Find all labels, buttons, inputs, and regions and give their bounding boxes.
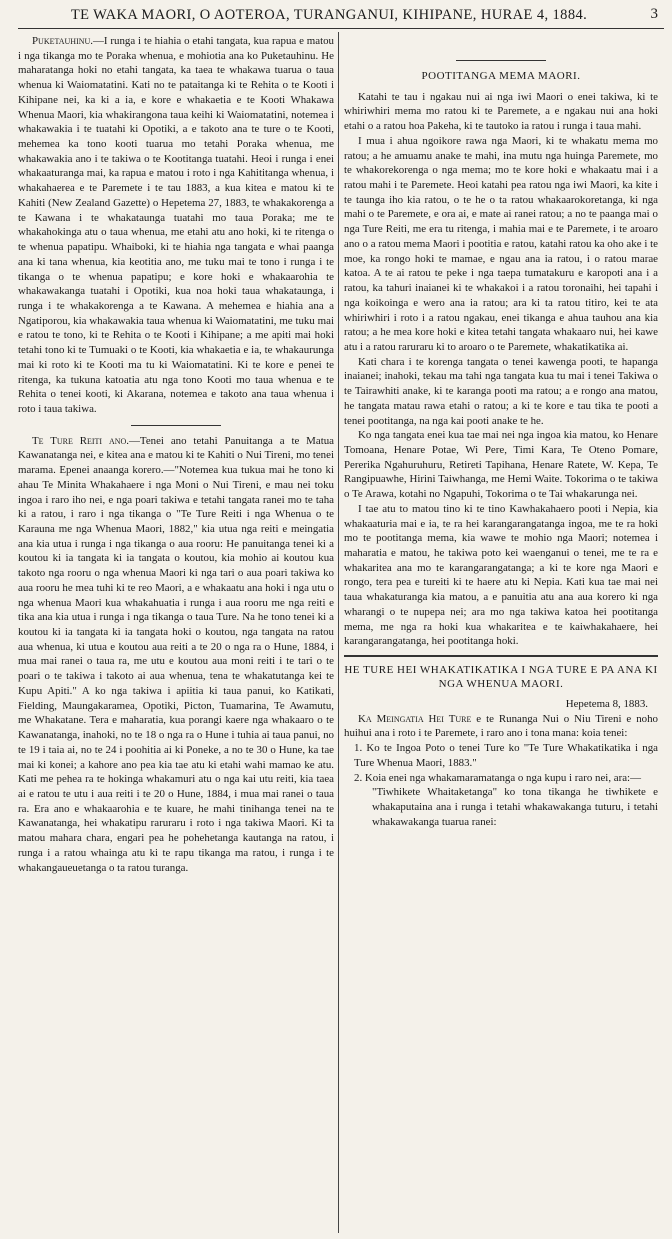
divider <box>131 425 221 426</box>
act-intro <box>344 712 658 741</box>
page-header <box>18 4 664 29</box>
page-number: 3 <box>650 6 658 22</box>
article-lead: Puketauhinu. <box>32 35 94 47</box>
right-column <box>344 34 658 1235</box>
article-body: —I runga i te hiahia o etahi tangata, kua rapua e matou i nga tikanga mo te Poraka whenua, e mohiotia ana ko Puketauhinu. He maharatanga hoki no etahi tangata, ka taea te whakawa tuarua o taua whenua ki Waiomatatini. Kati no te pataitanga ki te Rehita o te Kooti i Kihipane nei, ka ki a ia, e kore e whakaetia e te Kooti Whakawa Whenua Maori, kia whakirangona taua keihi ki Waiomatatini, notemea i whakawakia i te tuatahi ki Opotiki, a e takoto ana te ture o te Kooti, mehemea ka tono kooti tuarua mo tetahi Poraka whenua, me whakawakia ano i te takiwa o te Kootitanga tuatahi. Heoi i runga i enei whakaaturanga mai, ka rapua e matou i roto i nga Kahititanga whenua, i whakahaerea e te Paremete i te tau 1883, a kua kitea e matou ki te Kahiti (New Zealand Gazette) o Hepetema 27, 1883, te whakakorenga a te Kawana i te whakataunga tuatahi mo taua Poraka; me te whakahokinga atu o taua whenua, me etahi atu ano hoki, ki te ritenga o te whenua papatipu. Whaiboki, ki te hiahia nga tangata e whai paanga ana ki tana whenua, kia keotitia ano, me tuku mai te tono i runga i te tikanga o te whenua papatipu; e kore hoki e whakaarohia te whakawakanga tuatahi i Opotiki, kua noa hoki taua whakataunga, i runga i te whakakorenga a te Kawana. A mehemea e hiahia ana a Ngatiporou, kia whakawakia taua whenua ki Waiomatatini, me tuku mai e ratou te tono, ki te Rehita o te Kooti i Kihipane; a me apiti mai hoki tetahi tono ki te Tumuaki o te Kooti, kia whakaetia e ia, te whakaurunga mai ki roto ki te Kooti ma tu ki Waiomatatini. Ki te kore e penei te ritenga, ka tukuna katoatia atu nga tono Kooti mo taua whenua e te Rehita o tenei kooti, ki Akarana, notemea e takoto ana taua whenua i roto i taua takiwa. <box>18 35 334 415</box>
left-column <box>18 34 334 1235</box>
section-heading: HE TURE HEI WHAKATIKATIKA I NGA TURE E PA ANA KI NGA WHENUA MAORI. <box>344 655 658 691</box>
article-lead: Te Ture Reiti ano. <box>32 434 130 447</box>
paragraph: Ko nga tangata enei kua tae mai nei nga ingoa kia matou, ko Henare Tomoana, Henare Potae, Wi Pere, Timi Kara, Te Oteno Pomare, Pererika Ngahuruhuru, Retireti Tapihana, Henare Ratete, W. Kepa, Te Rangipuawhe, Hirini Taiwhanga, me Hemi Waite. Tokorima o te takiwa o Te Arawa, kotahi no Ngapuhi, Tokorima o te Tai whakarunga nei. <box>344 429 658 501</box>
paragraph: Katahi te tau i ngakau nui ai nga iwi Maori o enei takiwa, ki te whiriwhiri mema mo ratou ki te Paremete, a e ngakau nui ana hoki etahi o a ratou hoa Pakeha, ki te tautoko ia ratou i runga i taua mahi. <box>344 90 658 133</box>
act-clause: 2. Koia enei nga whakamaramatanga o nga kupu i raro nei, ara:— <box>354 771 641 784</box>
running-head: TE WAKA MAORI, O AOTEROA, TURANGANUI, KIHIPANE, HURAE 4, 1884. <box>70 7 588 23</box>
divider <box>456 60 546 61</box>
article-body: —Tenei ano tetahi Panuitanga a te Matua Kawanatanga nei, e kitea ana e matou ki te Kahiti o Nui Tireni, mo tenei marama. Epenei anaanga korero.—"Notemea kua tukua mai he tono ki ahau Te Minita Whakahaere i nga Moni o Nui Tireni, e mau nei toku ingoa i raro iho nei, e nga poari takiwa e tetahi tangata ranei mo te taha ki a ratou, i raro i nga tikanga o "Te Ture Reiti i nga Whenua o te Karauna me nga Whenua Maori, 1882," kia utua nga reiti e meingatia ana kia utua i runga i nga tikanga o aua rooru: He panuitanga tenei ki a koutou ki ia tangata ki ia tangata o koutou, kia mohio ai koutou kua takoto nga rooru o nga whenua Maori ki nga tari o aua poari takiwa ko aua rooru he mea tuhi ki te reo Maori, a e whakaatu ana hoki i nga utu o nga whenua Maori kua whakahuatia i runga i aua rooru me nga reiti e tika ana kia utua i runga i nga tikanga o taua Ture. Na he tono tenei ki a koutou ki ia tangata ki ia tangata hoki o koutou, nga tangata na ratou aua whenua, ki utua e koutou aua reiti a te 20 o nga ra o Hune, 1884, i mua mai ranei o taua ra, me utu e koutou aua moni reiti i te tari o te poari o te takiwa i takoto ai aua whenua, tena te whakatutanga kei te Kupu Apiti." A ko nga takiwa i apiitia ki taua panui, ko Katikati, Fielding, Maungakaramea, Opotiki, Picton, Tuamarina, Te Awamutu, me Whakatane. Tera e maharatia, kua porangi kaere nga whakaaro o te Kawanatanga, inahoki, no te 18 o nga ra o Hune i tuhia ai taua panui, no te 19 i taia ai, no te 24 i poohitia ai ki Poneke, a no te 30 o Hune, ka tae mai ki konei; a kahore ano pea kia tae atu ki etahi wahi mamao ke atu. Kati me pehea ra te hokinga whakamuri atu o nga kai utu reiti, kia taea ai e ratou te utu i aua reiti i te 20 o Hune, 1884, i mua mai ranei o taua ra. Era ano e whakaarohia e te kuare, he mahi tinihanga tenei na te Kawanatanga, hei whakatipu raruraru i roto i nga takiwa Maori. Ki ta matou mahara chara, engari pea he pohehetanga kautanga na ratou, i runga i a ratou whainga atu ki te rapu tikanga ma ratou, i runga i te whakangaueuetanga o ta ratou turanga. <box>18 434 334 874</box>
act-clause: 1. Ko te Ingoa Poto o tenei Ture ko "Te Ture Whakatikatika i nga Ture Whenua Maori, 1883." <box>354 742 658 769</box>
paragraph: Kati chara i te korenga tangata o tenei kawenga pooti, te hapanga inaianei; inahoki, tekau ma tahi nga tangata kua tu mai i tenei Takiwa o te Tairawhiti anake, ki te karanga pooti ma ratou; a e rongo ana matou, he tangata matau rawa etahi o ratou; a ki te kore e tau tika te pooti a tenei pootitanga, na nga kai pooti anake te he. <box>344 355 658 427</box>
section-heading: POOTITANGA MEMA MAORI. <box>421 70 581 82</box>
article-puketauhinu <box>18 34 334 417</box>
paragraph: I tae atu to matou tino ki te tino Kawhakahaero pooti i Nepia, kia whakaaturia mai e ia, te ra hei karangarangatanga ingoa, me te ra hoki mo te pootitanga mema, kia wawe te mohio nga Maori; notemea i maharatia e matou, he takiwa poto kei waenganui o tenei, me te ra e whakaritea ana mo te karangarangatanga; a ki te kore nga Maori e rongo, tera pea e tureiti ki te haere atu ki Nepia. Kati kua tae mai nei taua whakaturanga kia matou, a e panuitia atu ana aua korero ki nga wharangi o te nupepa nei; ara mo nga takiwa katoa hei pootitanga mema, me nga ra hoki kua whakaritea e te kaiwhakahaere, hei karangarangatanga, hei pootitanga hoki. <box>344 502 658 648</box>
act-lead: Ka Meingatia Hei Ture <box>358 712 472 725</box>
article-ture-reiti <box>18 434 334 876</box>
paragraph: I mua i ahua ngoikore rawa nga Maori, ki te whakatu mema mo ratou; a he amuamu anake te mahi, ina mutu nga huinga Paremete, mo te whakorekorenga o nga mema; mo te kore hoki e whakaatu mai i a ratou mahi i te Paremete. Heoi katahi pea ratou nga iwi Maori, ka kite i te taunga iho kia ratou, o te he o ta ratou whakaarokoretanga, ki nga mahi o te Paremete, e ora ai, e mate ai ranei ratou; a no te paanga mai o nga Ture Reiti, me era tu ritenga, i mahia mai e te Paremete, i te aroaro ano o a ratou mema Maori i pootitia e ratou, katahi ratou ka oho ake i te moe, ka rongo hoki te mamae, e ngau ana ia ratou, i o ratou marae katoa. A te ai ratou te peke i nga taepa tumatakuru e karopoti ana i a ratou, ka tahuri inaianei ki te whakakoi i a ratou toronaihi, hei tapahi i nga koikoinga e wero ana ia ratou; ara ki ta ratou titiro, kei te ata whiriwhiri i roto i a ratou ngakau, enei tikanga e ahua tauhou ana kia ratou; a he mea kore hoki e kitea tetahi tangata whakaaro nui, hei kawe atu i a ratou raruraru ki to aroaro o te Paremete, whakatikatika ai. <box>344 134 658 353</box>
act-intro-text: e te Runanga Nui o Niu Tireni e noho huihui ana i roto i te Paremete, i raro ano i tona mana: koia tenei: <box>344 712 658 740</box>
column-divider <box>338 32 339 1233</box>
act-date: Hepetema 8, 1883. <box>565 698 648 711</box>
act-definition: "Tiwhikete Whaitaketanga" ko tona tikanga he tiwhikete e whakaputaina ana i runga i tetahi whakawakanga tuturu, i tetahi whakawakanga tuarua ranei: <box>372 786 658 828</box>
